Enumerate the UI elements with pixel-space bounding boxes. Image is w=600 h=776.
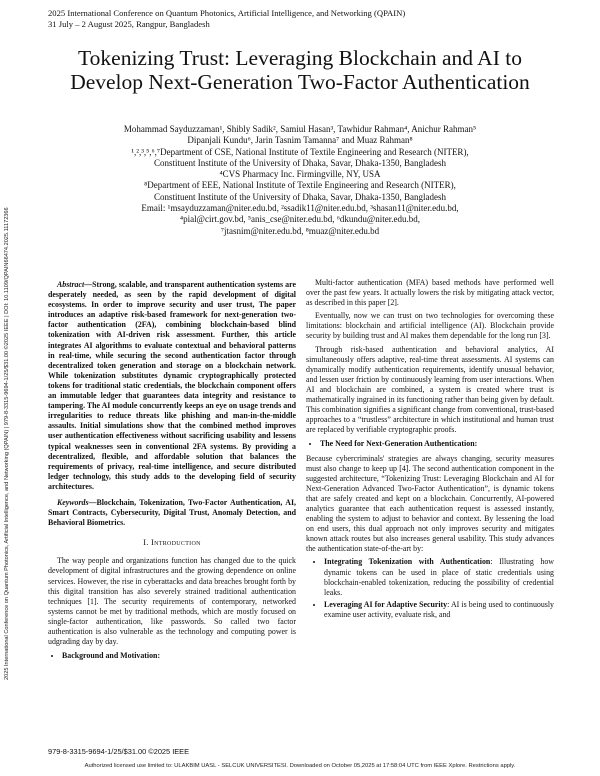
author-block — [30, 124, 570, 237]
contribution-title: Leveraging AI for Adaptive Security — [324, 599, 448, 609]
abstract-label: Abstract — [57, 280, 85, 289]
contribution-list — [306, 557, 554, 620]
contribution-text: : AI is being used to continuously examine user activity, evaluate risk, and — [324, 599, 554, 619]
bullet-list — [306, 439, 554, 449]
conference-dates: 31 July – 2 August 2025, Rangpur, Bangladesh — [48, 19, 210, 29]
contribution-item — [324, 557, 554, 597]
affiliation-line: ¹,²,³,⁵,⁶,⁷Department of CSE, National Institute of Textile Engineering and Research (NITER), — [131, 146, 469, 157]
license-footer: Authorized licensed use limited to: ULAKBIM UASL - SELCUK UNIVERSITESI. Downloaded on October 05,2025 at 17:58:04 UTC from IEEE Xplore. Restrictions apply. — [84, 763, 516, 769]
email-line: Email: ¹msayduzzaman@niter.edu.bd, ²ssadik11@niter.edu.bd, ³shasan11@niter.edu.bd, — [141, 203, 459, 214]
left-column — [48, 280, 296, 665]
body-paragraph: The way people and organizations function has changed due to the quick development of digital infrastructures and the growing dependence on online services. However, the rise in cyberattacks and data breaches brought forth by this digital transition has also severely strained traditional authentication techniques [1]. The security requirements of contemporary, networked systems cannot be met by traditional methods, which are mostly focused on single-factor authentication, like passwords. So called two factor authentication is also vulnerable as the technology and computing power is udgrading day by day. — [48, 556, 296, 647]
contribution-item — [324, 600, 554, 620]
keywords-label: Keywords — [57, 497, 89, 507]
conference-name: 2025 International Conference on Quantum Photonics, Artificial Intelligence, and Networking (QPAIN) — [48, 8, 406, 18]
body-paragraph: Because cybercriminals' strategies are always changing, security measures must also change to keep up [4]. The second authentication component in the suggested architecture, “Tokenizing Trust: Leveraging Blockchain and AI for Next-Generation Advanced Two-Factor Authentication”, is dynamic tokens that are safely created and kept on a blockchain. Concurrently, AI-powered analytics guarantee that each authentication request is assessed instantly, enabling the system to adjust to behavior and context. By lessening the load on end users, this dual approach not only improves security and mitigates known attack routes but also increases general usability. This study advances the authentication state-of-the-art by: — [306, 453, 554, 554]
bullet-heading: • The Need for Next-Generation Authentication: — [320, 439, 554, 449]
keywords-text: —Blockchain, Tokenization, Two-Factor Authentication, AI, Smart Contracts, Cybersecurity, Digital Trust, Anomaly Detection, and Behavioral Biometrics. — [48, 497, 296, 528]
affiliation-line: ⁸Department of EEE, National Institute of Textile Engineering and Research (NITER), — [144, 180, 456, 191]
paper-title: Tokenizing Trust: Leveraging Blockchain and AI to Develop Next-Generation Two-Factor Authentication — [70, 46, 530, 94]
affiliation-line: Constituent Institute of the University of Dhaka, Savar, Dhaka-1350, Bangladesh — [153, 191, 447, 202]
section-heading: I. Introduction — [143, 538, 201, 548]
right-column — [306, 278, 554, 624]
author-line: Dipanjali Kundu⁶, Jarin Tasnim Tamanna⁷ and Muaz Rahman⁸ — [187, 135, 413, 146]
abstract — [48, 280, 296, 492]
side-margin-note — [4, 120, 16, 680]
affiliation-line: ⁴CVS Pharmacy Inc. Firmingville, NY, USA — [219, 169, 381, 180]
contribution-text: : Illustrating how dynamic tokens can be used in place of static credentials using blockchain-enabled tokenization, reducing the possibility of credential leaks. — [324, 557, 554, 597]
body-paragraph: Eventually, now we can trust on two technologies for overcoming these limitations: blockchain and artificial intelligence (AI). Blockchain provide security by building trust and AI makes them dependable for the long run [3]. — [306, 311, 554, 341]
body-paragraph: Multi-factor authentication (MFA) based methods have performed well over the past few years. It actually lowers the risk by mitigating attack vector, as described in this paper [2]. — [306, 278, 554, 308]
bullet-list — [48, 651, 296, 661]
contribution-title: Integrating Tokenization with Authentication — [324, 557, 491, 567]
body-paragraph: Through risk-based authentication and behavioral analytics, AI simultaneously offers adaptive, real-time threat assessments. AI systems can dynamically modify authentication requirements, identify unusual behavior, and lessen user friction by continuously learning from user interactions. When AI and blockchain are combined, a system is created where trust is mathematically ingrained in its functioning rather than being given by default. This combination signifies a significant change from conventional, trust-based approaches to a “trustless” architecture in which institutional and human trust are replaced by verifiable cryptographic proofs. — [306, 344, 554, 435]
email-line: ⁷jtasnim@niter.edu.bd, ⁸muaz@niter.edu.bd — [220, 225, 380, 236]
abstract-text: —Strong, scalable, and transparent authentication systems are desperately needed, as seen by the rapid development of digital ecosystems. In order to improve security and user trust, The paper introduces an adaptive risk-based framework for next-generation two-factor authentication (2FA), combining blockchain-based blind tokenization with AI-driven risk assessment. Further, this article integrates AI algorithms to evaluate contextual and behavioral patterns in real-time, while securing the second authentication factor through decentralized token generation and storage on a blockchain network. While tokenization substitutes dynamic cryptographically protected tokens for traditional static credentials, the blockchain component offers an immutable ledger that guarantees data integrity and resistance to tampering. The AI module concurrently keeps an eye on usage trends and irregularities to reduce threats like phishing and man-in-the-middle assaults. Initial simulations show that the combined method improves user authentication effectiveness without sacrificing usability and lessens typical weaknesses seen in conventional 2FA systems. By providing a decentralized, flexible, and affordable solution that balances the requirements of privacy, real-time intelligence, and secure distributed ledger technology, this study adds to the developing field of security architectures. — [48, 280, 296, 491]
conference-header — [48, 8, 405, 30]
author-line: Mohammad Sayduzzaman¹, Shibly Sadik², Samiul Hasan³, Tawhidur Rahman⁴, Anichur Rahman⁵ — [123, 124, 477, 134]
affiliation-line: Constituent Institute of the University of Dhaka, Savar, Dhaka-1350, Bangladesh — [153, 157, 447, 168]
bullet-heading: • Background and Motivation: — [62, 651, 296, 661]
side-margin-text: 2025 International Conference on Quantum Photonics, Artificial Intelligence, and Networking (QPAIN) | 979-8-3315-9694-1/25/$31.00 ©2025 IEEE | DOI: 10.1109/QPAIN66474.2025.11172366 — [4, 207, 10, 680]
keywords — [48, 498, 296, 528]
isbn-footer: 979-8-3315-9694-1/25/$31.00 ©2025 IEEE — [48, 747, 190, 756]
email-line: ⁴pial@cirt.gov.bd, ⁵anis_cse@niter.edu.bd, ⁶dkundu@niter.edu.bd, — [180, 214, 420, 225]
